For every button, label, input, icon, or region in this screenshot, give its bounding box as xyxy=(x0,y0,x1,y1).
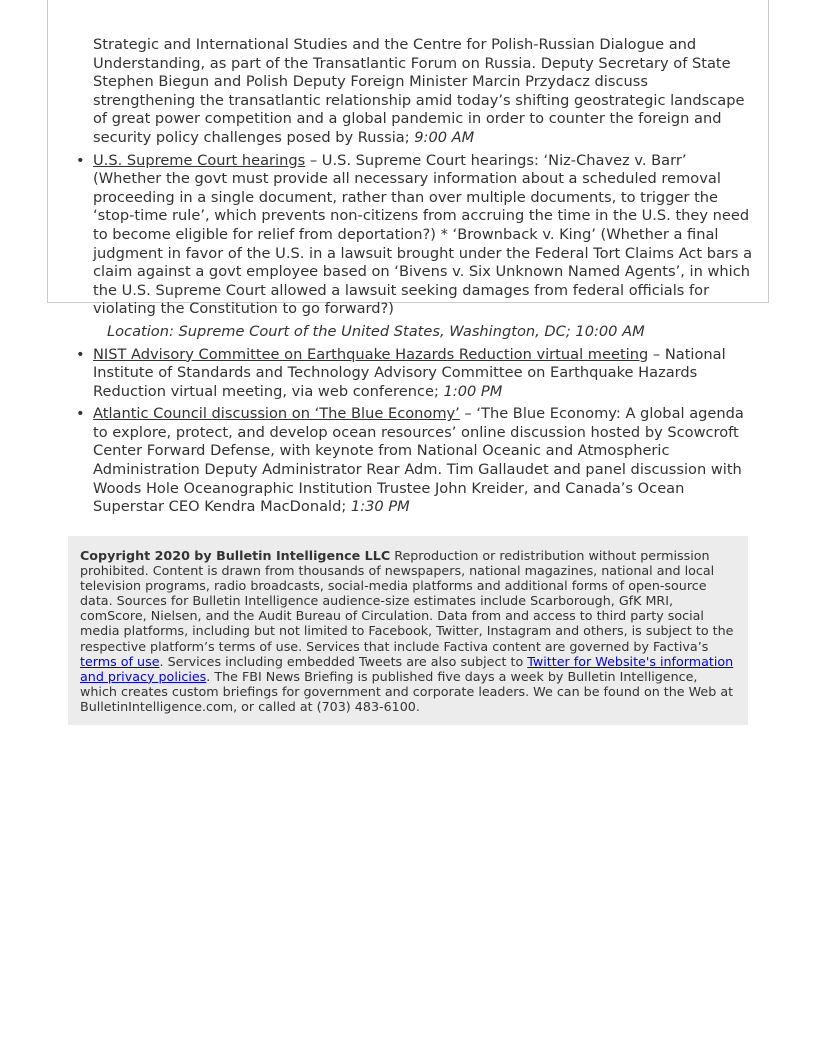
list-item xyxy=(76,405,753,517)
copyright-footer xyxy=(68,536,748,725)
event-description: – ‘The Blue Economy: A global agenda to explore, protect, and develop ocean resources’ online discussion hosted by Scowcroft Center Forward Defense, with keynote from National Oceanic and Atmospheric Administration Deputy Administrator Rear Adm. Tim Gallaudet and panel discussion with Woods Hole Oceanographic Institution Trustee John Kreider, and Canada’s Ocean Superstar CEO Kendra MacDonald; xyxy=(93,405,744,516)
bullet-icon: • xyxy=(76,151,85,169)
twitter-policies-link[interactable]: Twitter for Website's information and privacy policies xyxy=(80,653,734,684)
copyright-heading: Copyright 2020 by Bulletin Intelligence LLC xyxy=(80,548,391,563)
list-item xyxy=(76,345,753,402)
events-list xyxy=(76,151,753,517)
list-item xyxy=(76,151,753,342)
event-time: 9:00 AM xyxy=(414,128,475,146)
event-link[interactable]: Atlantic Council discussion on ‘The Blue Economy’ xyxy=(93,405,460,423)
event-description: Strategic and International Studies and the Centre for Polish-Russian Dialogue and Understanding, as part of the Transatlantic Forum on Russia. Deputy Secretary of State Stephen Biegun and Polish Deputy Foreign Minister Marcin Przydacz discuss strengthening the transatlantic relationship amid today’s shifting geostrategic landscape of great power competition and a global pandemic in order to counter the foreign and security policy challenges posed by Russia; xyxy=(93,36,745,146)
event-description: – U.S. Supreme Court hearings: ‘Niz-Chavez v. Barr’ (Whether the govt must provide all necessary information about a scheduled removal proceeding in a single document, rather than over multiple documents, to trigger the ‘stop-time rule’, which prevents non-citizens from accruing the time in the U.S. they need to become eligible for relief from deportation?) * ‘Brownback v. King’ (Whether a final judgment in favor of the U.S. in a lawsuit brought under the Federal Tort Claims Act bars a claim against a govt employee based on ‘Bivens v. Six Unknown Named Agents’, in which the U.S. Supreme Court allowed a lawsuit seeking damages from federal officials for violating the Constitution to go forward?) xyxy=(93,151,753,318)
event-link[interactable]: U.S. Supreme Court hearings xyxy=(93,151,306,169)
event-location: Location: Supreme Court of the United States, Washington, DC; 10:00 AM xyxy=(107,322,645,340)
event-description: – National Institute of Standards and Technology Advisory Committee on Earthquake Hazards Reduction virtual meeting, via web conference; xyxy=(93,345,726,400)
terms-of-use-link[interactable]: terms of use xyxy=(80,653,160,669)
event-time: 1:00 PM xyxy=(443,382,503,400)
event-time: 1:30 PM xyxy=(350,498,410,516)
events-list-section xyxy=(76,36,753,517)
event-link[interactable]: NIST Advisory Committee on Earthquake Hazards Reduction virtual meeting xyxy=(93,345,649,363)
bullet-icon: • xyxy=(76,405,85,423)
bullet-icon: • xyxy=(76,345,85,363)
footer-text: . Services including embedded Tweets are also subject to xyxy=(159,653,528,669)
footer-text: Reproduction or redistribution without permission prohibited. Content is drawn from thousands of newspapers, national magazines, national and local television programs, radio broadcasts, social-media platforms and additional forms of open-source data. Sources for Bulletin Intelligence audience-size estimates include Scarborough, GfK MRI, comScore, Nielsen, and the Audit Bureau of Circulation. Data from and access to third party social media platforms, including but not limited to Facebook, Twitter, Instagram and others, is subject to the respective platform’s terms of use. Services that include Factiva content are governed by Factiva’s xyxy=(80,548,734,654)
event-continued xyxy=(93,36,753,148)
footer-text: . The FBI News Briefing is published five days a week by Bulletin Intelligence, which creates custom briefings for government and corporate leaders. We can be found on the Web at BulletinIntelligence.com, or called at (703) 483-6100. xyxy=(80,668,734,714)
